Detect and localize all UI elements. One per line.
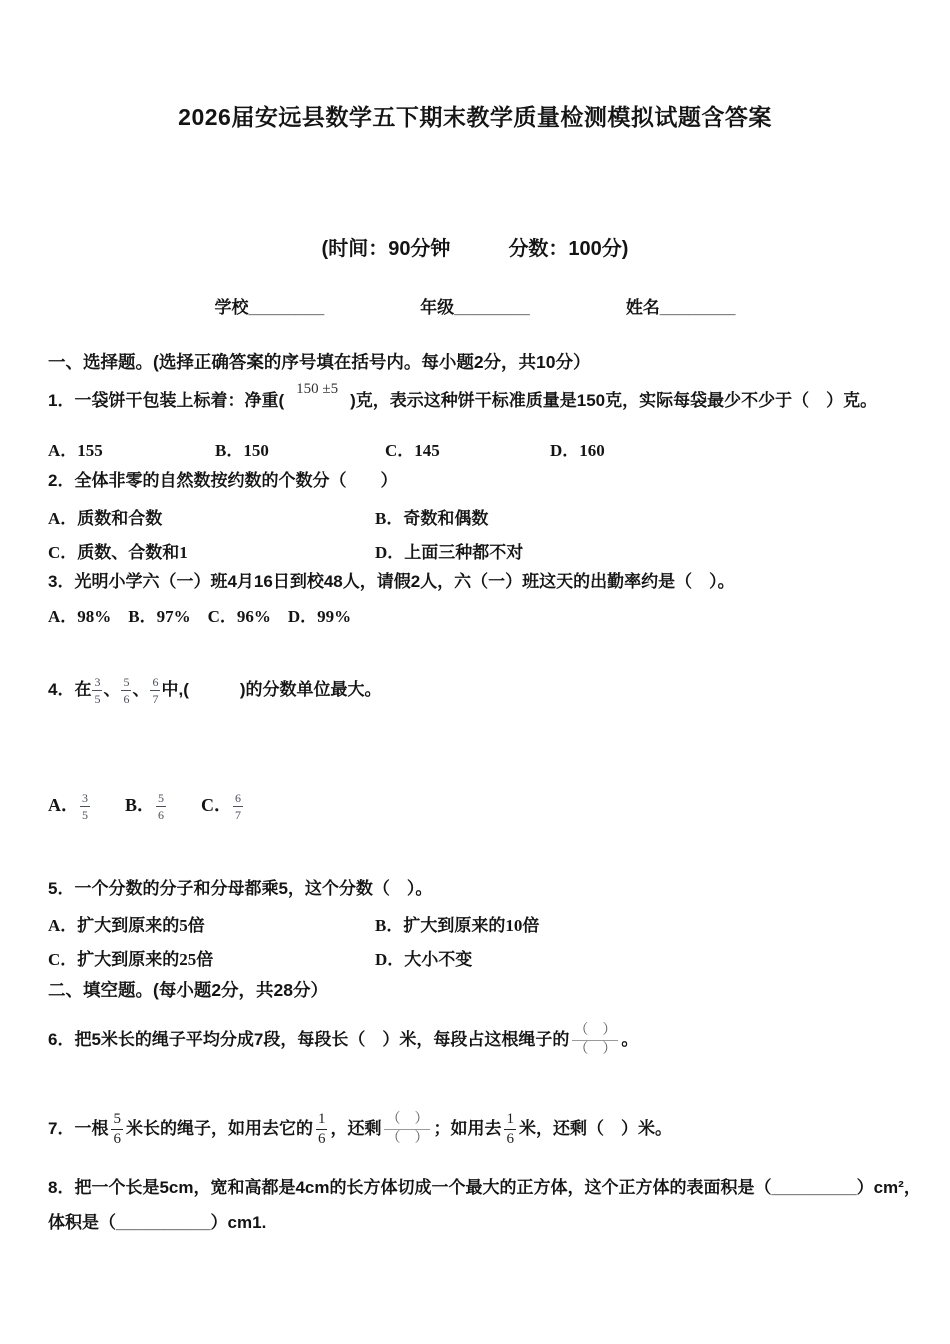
question-7-part-4: ；如用去 bbox=[433, 1118, 502, 1138]
exam-time: (时间：90分钟 bbox=[321, 238, 451, 260]
option-b: B．奇数和偶数 bbox=[375, 509, 489, 528]
question-4-post: 中,( )的分数单位最大。 bbox=[161, 680, 382, 699]
question-5-options-row-2 bbox=[48, 945, 908, 969]
option-a: A．扩大到原来的5倍 bbox=[48, 916, 205, 935]
question-1-post: )克，表示这种饼干标准质量是150克，实际每袋最少不少于（ ）克。 bbox=[350, 391, 878, 410]
blank-fraction: $\frac{( )}{( )}$ bbox=[574, 1023, 617, 1057]
option-b-fraction: $\frac{5}{6}$ bbox=[158, 791, 165, 822]
question-6 bbox=[48, 1024, 638, 1057]
exam-score: 分数：100分) bbox=[508, 238, 629, 260]
question-7-part-3: ，还剩 bbox=[330, 1118, 382, 1138]
name-field: 姓名________ bbox=[625, 298, 736, 317]
fraction-3-5: $\frac{3}{5}$ bbox=[94, 675, 101, 706]
blank-fraction: $\frac{( )}{( )}$ bbox=[386, 1112, 429, 1146]
option-d: D．160 bbox=[550, 441, 605, 460]
question-1-options bbox=[48, 436, 908, 460]
question-1 bbox=[48, 381, 878, 413]
section-1-heading: 一、选择题。(选择正确答案的序号填在括号内。每小题2分，共10分） bbox=[48, 352, 591, 372]
question-7-part-2: 米长的绳子，如用去它的 bbox=[125, 1118, 313, 1138]
school-field: 学校________ bbox=[214, 298, 325, 317]
question-6-post: 。 bbox=[621, 1029, 639, 1049]
question-8-line-2: 体积是（__________）cm1. bbox=[48, 1213, 267, 1232]
question-1-pre: 1．一袋饼干包装上标着：净重( bbox=[48, 391, 285, 410]
option-a: A．155 bbox=[48, 441, 103, 460]
option-a: A．质数和合数 bbox=[48, 509, 163, 528]
student-info-line bbox=[0, 297, 950, 319]
option-b: B．150 bbox=[215, 441, 269, 460]
option-c-fraction: $\frac{6}{7}$ bbox=[235, 791, 242, 822]
question-5: 5．一个分数的分子和分母都乘5，这个分数（ ）。 bbox=[48, 879, 433, 898]
option-a-label: A． bbox=[48, 795, 79, 815]
question-3: 3．光明小学六（一）班4月16日到校48人，请假2人，六（一）班这天的出勤率约是（ ）。 bbox=[48, 572, 735, 591]
question-6-pre: 6．把5米长的绳子平均分成7段，每段长（ ）米，每段占这根绳子的 bbox=[48, 1029, 570, 1049]
fraction-5-6: $\frac{5}{6}$ bbox=[113, 1111, 121, 1147]
option-c-label: C． bbox=[201, 795, 233, 815]
question-2: 2．全体非零的自然数按约数的个数分（ ） bbox=[48, 471, 398, 490]
question-2-options-row-2 bbox=[48, 538, 908, 562]
question-5-options-row-1 bbox=[48, 911, 908, 935]
option-d: D．大小不变 bbox=[375, 950, 473, 969]
option-d: D．上面三种都不对 bbox=[375, 543, 524, 562]
question-1-superscript: 150 ±5 bbox=[296, 381, 339, 397]
fraction-1-6: $\frac{1}{6}$ bbox=[506, 1111, 514, 1147]
option-b-label: B． bbox=[125, 795, 156, 815]
separator: 、 bbox=[103, 680, 121, 699]
option-c: C．质数、合数和1 bbox=[48, 543, 188, 562]
fraction-1-6: $\frac{1}{6}$ bbox=[317, 1111, 326, 1147]
question-7 bbox=[48, 1112, 672, 1147]
exam-meta-line bbox=[0, 236, 950, 262]
grade-field: 年级________ bbox=[420, 298, 530, 317]
fraction-6-7: $\frac{6}{7}$ bbox=[152, 675, 159, 706]
question-8-line-1: 8．把一个长是5cm，宽和高都是4cm的长方体切成一个最大的正方体，这个正方体的表面积是（_________）cm²， bbox=[48, 1178, 921, 1197]
section-2-heading: 二、填空题。(每小题2分，共28分） bbox=[48, 980, 329, 1000]
separator: 、 bbox=[132, 680, 150, 699]
question-2-options-row-1 bbox=[48, 504, 908, 528]
question-4 bbox=[48, 676, 382, 705]
option-c: C．扩大到原来的25倍 bbox=[48, 950, 214, 969]
question-4-pre: 4．在 bbox=[48, 680, 92, 699]
question-7-part-5: 米，还剩（ ）米。 bbox=[518, 1118, 672, 1138]
option-c: C．145 bbox=[385, 441, 440, 460]
option-a-fraction: $\frac{3}{5}$ bbox=[82, 791, 88, 822]
fraction-5-6: $\frac{5}{6}$ bbox=[123, 675, 130, 706]
option-b: B．扩大到原来的10倍 bbox=[375, 916, 540, 935]
question-7-part-1: 7．一根 bbox=[48, 1118, 109, 1138]
page-title: 2026届安远县数学五下期末教学质量检测模拟试题含答案 bbox=[178, 104, 772, 130]
question-4-options bbox=[48, 792, 244, 821]
question-3-options: A．98% B．97% C．96% D．99% bbox=[48, 607, 352, 626]
